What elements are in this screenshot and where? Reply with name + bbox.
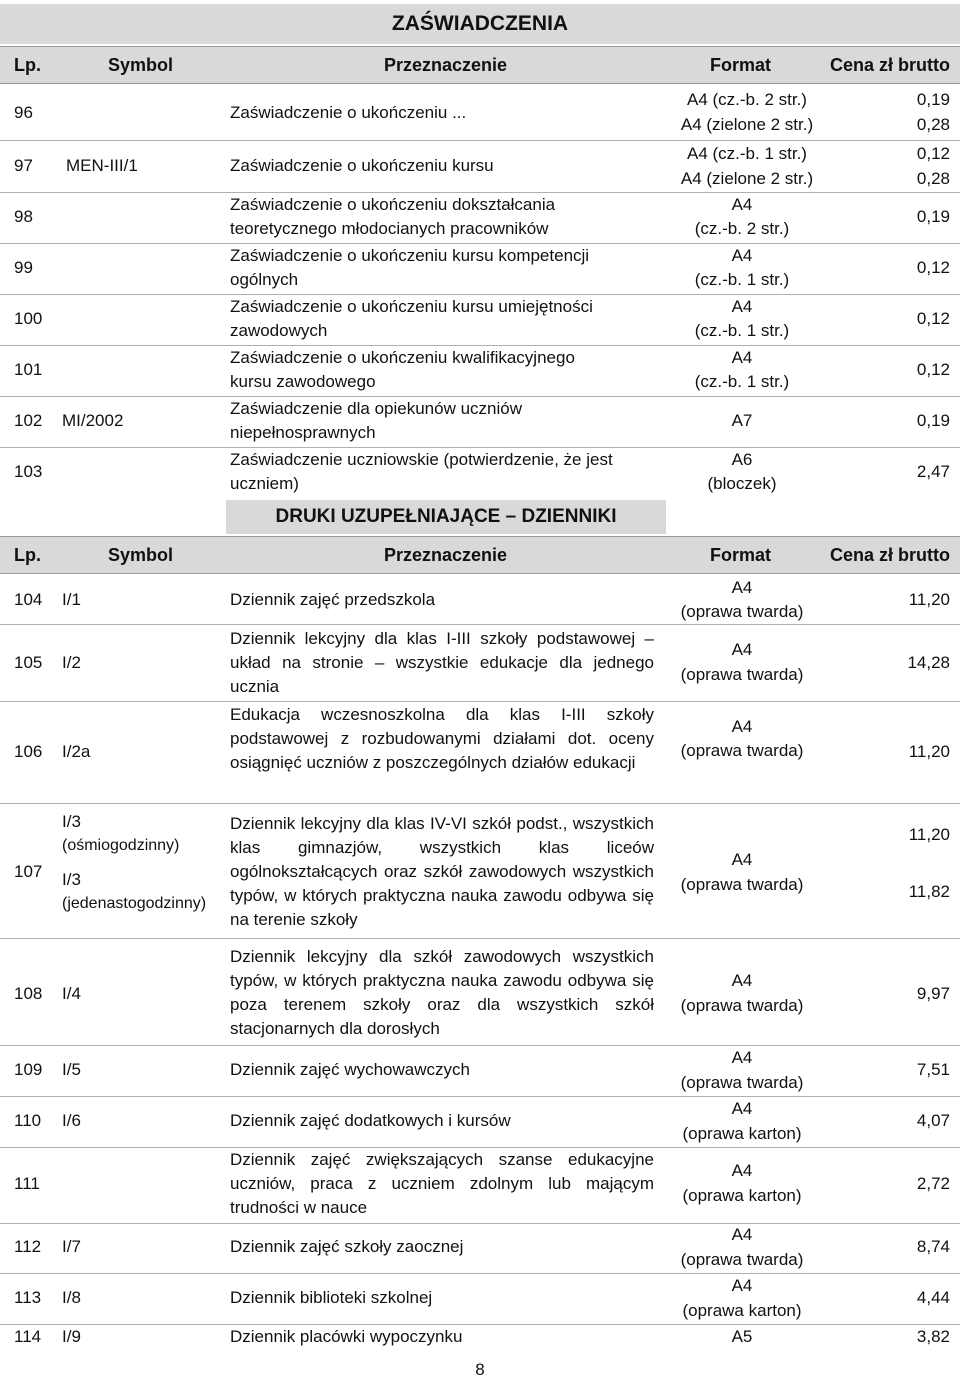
row-symbol: I/5	[62, 1060, 81, 1079]
row-format: A4	[731, 578, 753, 597]
row-przeznaczenie: Zaświadczenie o ukończeniu kursu kompetencji	[230, 246, 590, 265]
row-format: A4	[731, 640, 753, 659]
row-format: A4	[731, 971, 753, 990]
table-row	[0, 1223, 960, 1273]
header-format: Format	[710, 544, 772, 565]
table-header	[0, 536, 960, 574]
row-przeznaczenie: Zaświadczenie o ukończeniu kursu	[230, 156, 494, 175]
header-symbol: Symbol	[108, 54, 174, 75]
row-divider	[0, 140, 960, 141]
row-lp: 105	[14, 653, 43, 672]
row-format: (oprawa twarda)	[680, 1250, 804, 1269]
row-cena: 0,12	[916, 309, 950, 328]
row-przeznaczenie: Dziennik zajęć szkoły zaocznej	[230, 1237, 464, 1256]
row-przeznaczenie: Dziennik biblioteki szkolnej	[230, 1288, 433, 1307]
row-symbol: I/6	[62, 1111, 81, 1130]
row-format: A5	[731, 1327, 753, 1346]
row-przeznaczenie: niepełnosprawnych	[230, 423, 376, 442]
section-title-zaswiadczenia: ZAŚWIADCZENIA	[0, 4, 960, 44]
row-lp: 107	[14, 862, 43, 881]
table-row	[0, 88, 960, 138]
row-cena: 11,20	[908, 825, 950, 844]
row-format: (oprawa karton)	[682, 1186, 802, 1205]
row-cena: 2,47	[916, 462, 950, 481]
row-symbol: MEN-III/1	[66, 156, 138, 175]
row-cena: 2,72	[916, 1174, 950, 1193]
row-format: (oprawa karton)	[682, 1301, 802, 1320]
row-lp: 100	[14, 309, 43, 328]
header-lp: Lp.	[14, 54, 41, 75]
row-cena: 0,28	[916, 169, 950, 188]
row-format: A4 (cz.-b. 1 str.)	[687, 144, 807, 163]
row-format: A4	[731, 1048, 753, 1067]
row-cena: 7,51	[916, 1060, 950, 1079]
row-format: (oprawa twarda)	[680, 741, 804, 760]
row-lp: 101	[14, 360, 43, 379]
table-row	[0, 193, 960, 243]
row-format: A4 (zielone 2 str.)	[680, 115, 814, 134]
row-format: A4	[731, 348, 753, 367]
table-row	[0, 295, 960, 345]
row-format: A4	[731, 717, 753, 736]
row-format: (oprawa karton)	[682, 1124, 802, 1143]
row-divider	[0, 803, 960, 804]
table-row	[0, 627, 960, 701]
table-row	[0, 945, 960, 1045]
row-format: (cz.-b. 1 str.)	[694, 321, 790, 340]
row-przeznaczenie: Zaświadczenie o ukończeniu ...	[230, 103, 467, 122]
row-format: (cz.-b. 1 str.)	[694, 270, 790, 289]
header-cena: Cena zł brutto	[830, 54, 950, 75]
row-przeznaczenie: ogólnych	[230, 270, 299, 289]
row-format: A4	[731, 195, 753, 214]
table-row	[0, 1097, 960, 1147]
row-divider	[0, 701, 960, 702]
row-symbol: I/4	[62, 984, 81, 1003]
row-cena: 11,20	[908, 742, 950, 761]
row-cena: 0,12	[916, 144, 950, 163]
row-symbol: I/7	[62, 1237, 81, 1256]
row-symbol: I/2a	[62, 742, 91, 761]
table-row	[0, 576, 960, 624]
row-format: (oprawa twarda)	[680, 1073, 804, 1092]
row-format: A6	[731, 450, 753, 469]
table-row	[0, 142, 960, 192]
row-przeznaczenie: Dziennik zajęć dodatkowych i kursów	[230, 1111, 511, 1130]
row-przeznaczenie: zawodowych	[230, 321, 328, 340]
row-cena: 11,82	[908, 882, 950, 901]
row-cena: 0,28	[916, 115, 950, 134]
row-format: A4 (cz.-b. 2 str.)	[687, 90, 807, 109]
row-przeznaczenie: Dziennik lekcyjny dla klas I-III szkoły podstawowej – układ na stronie – wszystkie edukacje dla jednego ucznia	[230, 629, 654, 696]
table-row	[0, 448, 960, 498]
row-przeznaczenie: Zaświadczenie uczniowskie (potwierdzenie, że jest	[230, 450, 613, 469]
row-symbol: MI/2002	[62, 411, 124, 430]
row-format: A4	[731, 1161, 753, 1180]
table-row	[0, 1325, 960, 1351]
row-lp: 99	[14, 258, 33, 277]
row-lp: 97	[14, 156, 33, 175]
row-cena: 0,12	[916, 258, 950, 277]
row-cena: 4,07	[916, 1111, 950, 1130]
row-przeznaczenie: Zaświadczenie o ukończeniu kursu umiejętności	[230, 297, 593, 316]
row-format: A4	[731, 1276, 753, 1295]
header-przeznaczenie: Przeznaczenie	[384, 54, 508, 75]
table-row	[0, 346, 960, 396]
row-cena: 14,28	[907, 653, 950, 672]
row-lp: 106	[14, 742, 43, 761]
row-przeznaczenie: Edukacja wczesnoszkolna dla klas I-III szkoły podstawowej z rozbudowanymi działami dot. oceny osiągnięć uczniów z poszczególnych działów edukacji	[230, 705, 654, 772]
header-lp: Lp.	[14, 544, 41, 565]
table-row	[0, 1046, 960, 1096]
row-przeznaczenie: Zaświadczenie o ukończeniu kwalifikacyjnego	[230, 348, 575, 367]
row-przeznaczenie: Zaświadczenie o ukończeniu dokształcania	[230, 195, 556, 214]
row-lp: 110	[14, 1111, 42, 1130]
row-przeznaczenie: Dziennik zajęć przedszkola	[230, 590, 436, 609]
row-lp: 103	[14, 462, 43, 481]
row-przeznaczenie: uczniem)	[230, 474, 299, 493]
row-przeznaczenie: Dziennik placówki wypoczynku	[230, 1327, 463, 1346]
row-przeznaczenie: Dziennik zajęć zwiększających szanse edukacyjne uczniów, praca z uczniem zdolnym lub mającym trudności w nauce	[230, 1150, 654, 1217]
row-cena: 0,19	[916, 90, 950, 109]
row-format: A4	[731, 246, 753, 265]
row-cena: 0,19	[916, 207, 950, 226]
row-format: A7	[731, 411, 753, 430]
row-format: (oprawa twarda)	[680, 996, 804, 1015]
row-format: (cz.-b. 2 str.)	[694, 219, 790, 238]
row-przeznaczenie: Dziennik lekcyjny dla szkół zawodowych wszystkich typów, w których praktyczna nauka zawodu odbywa się poza terenem szkoły oraz dla wszystkich szkół stacjonarnych dla dorosłych	[230, 947, 654, 1038]
row-cena: 9,97	[916, 984, 950, 1003]
row-symbol: I/8	[62, 1288, 81, 1307]
row-symbol: I/3	[62, 812, 81, 831]
row-przeznaczenie: teoretycznego młodocianych pracowników	[230, 219, 549, 238]
row-przeznaczenie: Zaświadczenie dla opiekunów uczniów	[230, 399, 522, 418]
row-cena: 11,20	[908, 590, 950, 609]
row-symbol: I/2	[62, 653, 81, 672]
row-cena: 0,19	[916, 411, 950, 430]
row-lp: 96	[14, 103, 33, 122]
row-cena: 3,82	[916, 1327, 950, 1346]
row-symbol: I/3	[62, 870, 81, 889]
row-divider	[0, 624, 960, 625]
section-title-dzienniki: DRUKI UZUPEŁNIAJĄCE – DZIENNIKI	[226, 500, 666, 534]
row-symbol: (ośmiogodzinny)	[62, 837, 180, 854]
row-cena: 0,12	[916, 360, 950, 379]
table-row	[0, 703, 960, 803]
table-row	[0, 1148, 960, 1223]
row-lp: 112	[14, 1237, 42, 1256]
row-lp: 102	[14, 411, 43, 430]
table-row	[0, 244, 960, 294]
row-format: A4	[731, 1225, 753, 1244]
table-row	[0, 397, 960, 447]
row-format: (oprawa twarda)	[680, 602, 804, 621]
table-row	[0, 810, 960, 938]
row-lp: 113	[14, 1288, 42, 1307]
row-przeznaczenie: kursu zawodowego	[230, 372, 376, 391]
row-lp: 108	[14, 984, 43, 1003]
header-format: Format	[710, 54, 772, 75]
table-row	[0, 1274, 960, 1324]
row-divider	[0, 938, 960, 939]
row-lp: 104	[14, 590, 43, 609]
row-format: A4	[731, 1099, 753, 1118]
row-format: A4 (zielone 2 str.)	[680, 169, 814, 188]
row-lp: 109	[14, 1060, 43, 1079]
row-symbol: (jedenastogodzinny)	[62, 895, 207, 912]
row-lp: 114	[14, 1327, 42, 1346]
header-symbol: Symbol	[108, 544, 174, 565]
header-przeznaczenie: Przeznaczenie	[384, 544, 508, 565]
row-lp: 98	[14, 207, 33, 226]
row-format: (cz.-b. 1 str.)	[694, 372, 790, 391]
row-format: (oprawa twarda)	[680, 665, 804, 684]
row-format: (bloczek)	[707, 474, 777, 493]
page-number: 8	[475, 1360, 485, 1379]
row-lp: 111	[14, 1174, 40, 1193]
row-symbol: I/1	[62, 590, 81, 609]
table-header	[0, 46, 960, 84]
row-format: A4	[731, 297, 753, 316]
row-cena: 8,74	[916, 1237, 950, 1256]
row-format: (oprawa twarda)	[680, 875, 804, 894]
header-cena: Cena zł brutto	[830, 544, 950, 565]
row-format: A4	[731, 850, 753, 869]
row-przeznaczenie: Dziennik lekcyjny dla klas IV-VI szkół podst., wszystkich klas gimnazjów, wszystkich klas liceów ogólnokształcących oraz szkół zawodowych wszystkich typów, w których praktyczna nauka zawodu odbywa się na terenie szkoły	[230, 814, 654, 929]
row-cena: 4,44	[916, 1288, 950, 1307]
row-przeznaczenie: Dziennik zajęć wychowawczych	[230, 1060, 470, 1079]
row-symbol: I/9	[62, 1327, 81, 1346]
